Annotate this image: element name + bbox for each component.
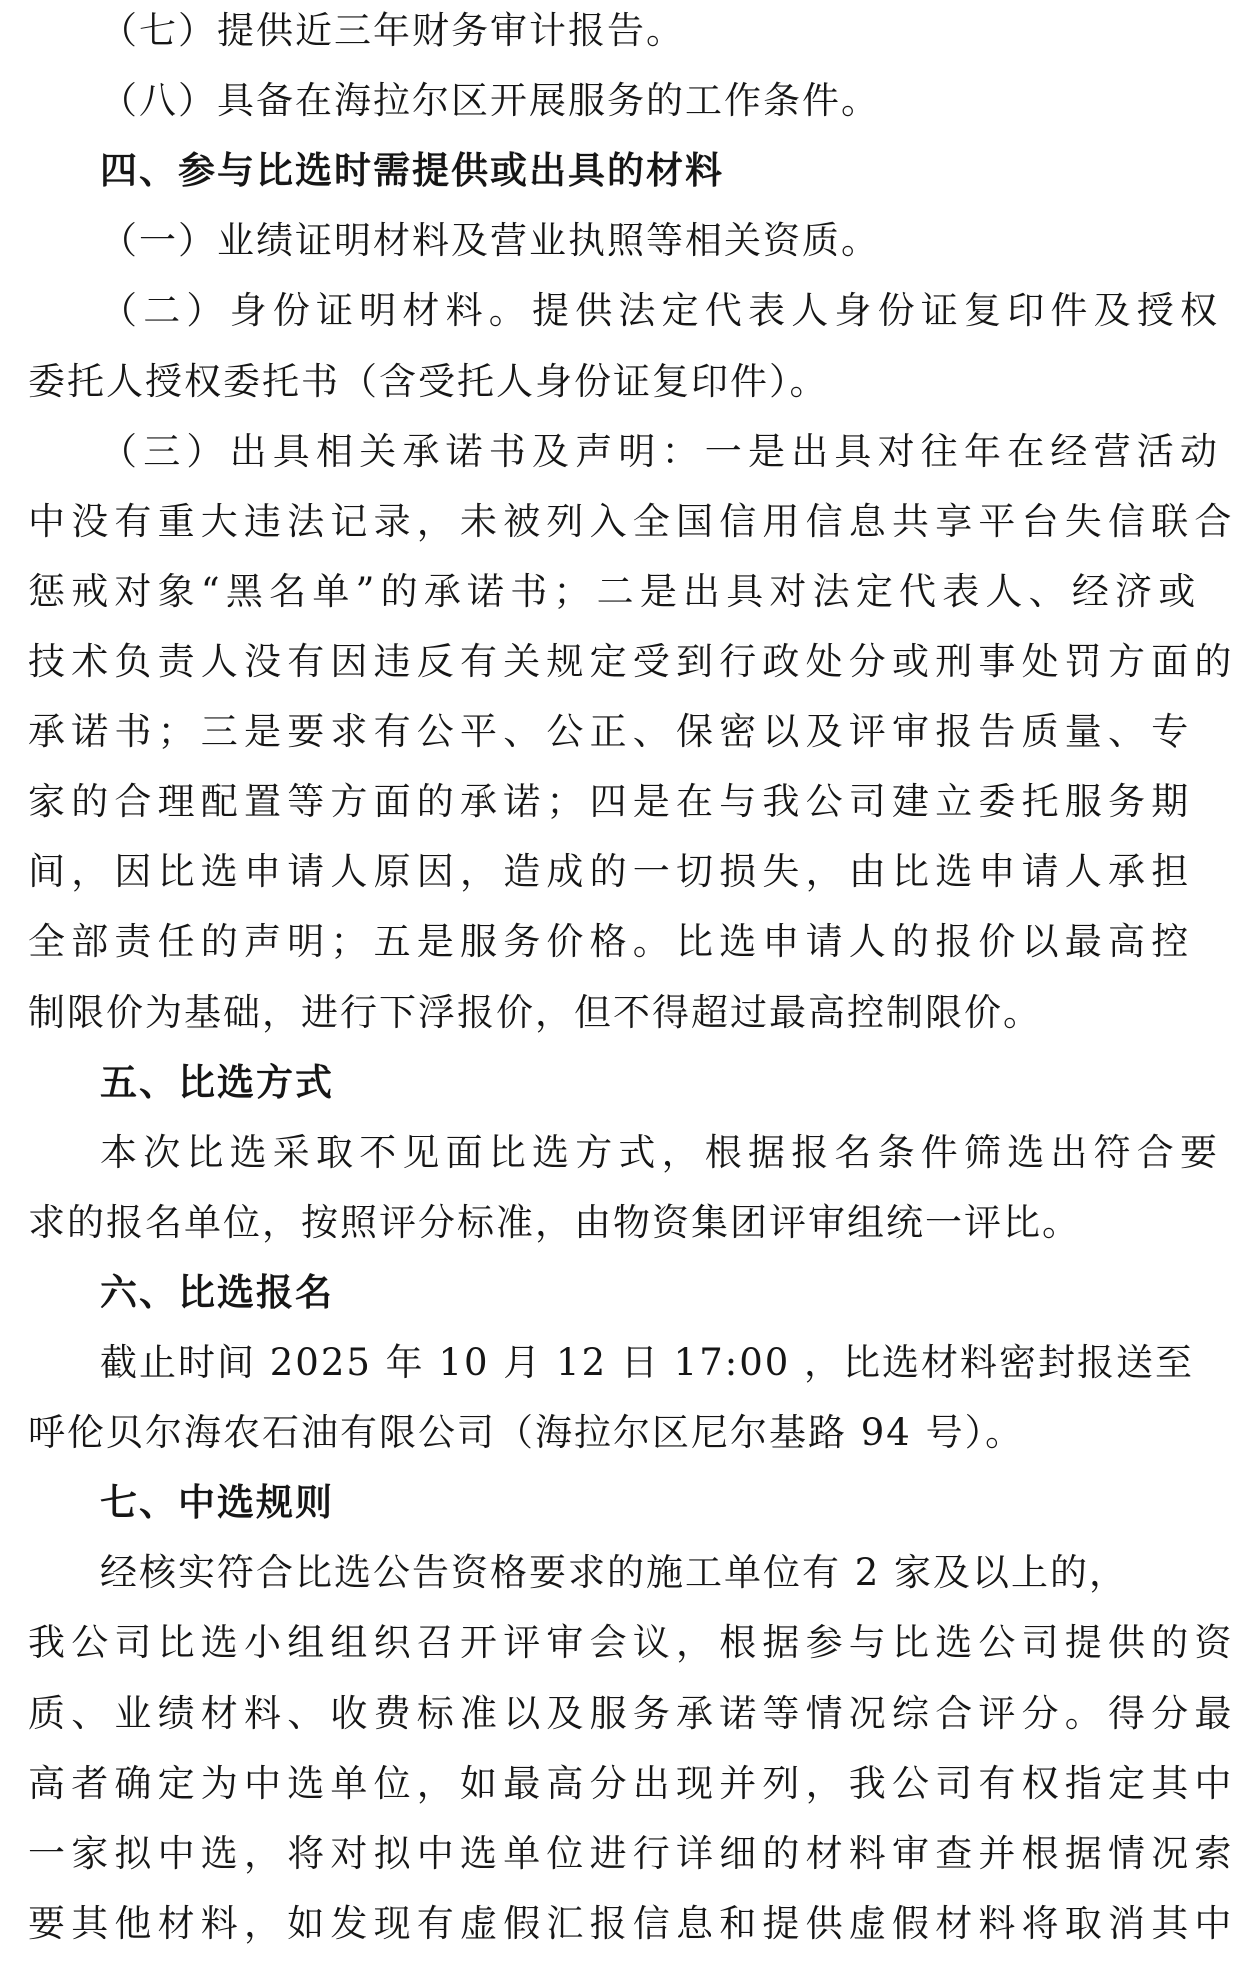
para-line: 惩戒对象“黑名单”的承诺书；二是出具对法定代表人、经济或 bbox=[28, 569, 1202, 613]
para-line: 本次比选采取不见面比选方式，根据报名条件筛选出符合要 bbox=[100, 1130, 1224, 1174]
para-line: 委托人授权委托书（含受托人身份证复印件）。 bbox=[28, 359, 829, 403]
para-line: （一）业绩证明材料及营业执照等相关资质。 bbox=[100, 219, 880, 263]
para-line: 要其他材料，如发现有虚假汇报信息和提供虚假材料将取消其中 bbox=[28, 1901, 1238, 1945]
section-heading: 六、比选报名 bbox=[100, 1270, 334, 1314]
para-line: 承诺书；三是要求有公平、公正、保密以及评审报告质量、专 bbox=[28, 710, 1195, 754]
para-line: 技术负责人没有因违反有关规定受到行政处分或刑事处罚方面的 bbox=[28, 639, 1238, 683]
para-line: 家的合理配置等方面的承诺；四是在与我公司建立委托服务期 bbox=[28, 780, 1195, 824]
para-line: 中没有重大违法记录，未被列入全国信用信息共享平台失信联合 bbox=[28, 499, 1238, 543]
para-line: 质、业绩材料、收费标准以及服务承诺等情况综合评分。得分最 bbox=[28, 1691, 1238, 1735]
para-line: 我公司比选小组组织召开评审会议，根据参与比选公司提供的资 bbox=[28, 1621, 1238, 1665]
section-heading: 五、比选方式 bbox=[100, 1060, 334, 1104]
para-line: 全部责任的声明；五是服务价格。比选申请人的报价以最高控 bbox=[28, 920, 1195, 964]
para-line: （八）具备在海拉尔区开展服务的工作条件。 bbox=[100, 79, 880, 123]
para-line: 经核实符合比选公告资格要求的施工单位有 2 家及以上的， bbox=[100, 1551, 1129, 1595]
para-line: 一家拟中选，将对拟中选单位进行详细的材料审查并根据情况索 bbox=[28, 1831, 1238, 1875]
para-line: （七）提供近三年财务审计报告。 bbox=[100, 9, 685, 52]
para-line: （三）出具相关承诺书及声明：一是出具对往年在经营活动 bbox=[100, 429, 1224, 473]
para-line: 求的报名单位，按照评分标准，由物资集团评审组统一评比。 bbox=[28, 1200, 1081, 1244]
para-line: （二）身份证明材料。提供法定代表人身份证复印件及授权 bbox=[100, 289, 1224, 333]
section-heading: 七、中选规则 bbox=[100, 1481, 334, 1525]
section-heading: 四、参与比选时需提供或出具的材料 bbox=[100, 149, 724, 193]
para-line: 呼伦贝尔海农石油有限公司（海拉尔区尼尔基路 94 号）。 bbox=[28, 1411, 1025, 1455]
para-line: 高者确定为中选单位，如最高分出现并列，我公司有权指定其中 bbox=[28, 1761, 1238, 1805]
para-line: 制限价为基础，进行下浮报价，但不得超过最高控制限价。 bbox=[28, 990, 1042, 1034]
para-line: 截止时间 2025 年 10 月 12 日 17:00 ，比选材料密封报送至 bbox=[100, 1341, 1195, 1385]
para-line: 间，因比选申请人原因，造成的一切损失，由比选申请人承担 bbox=[28, 850, 1195, 894]
